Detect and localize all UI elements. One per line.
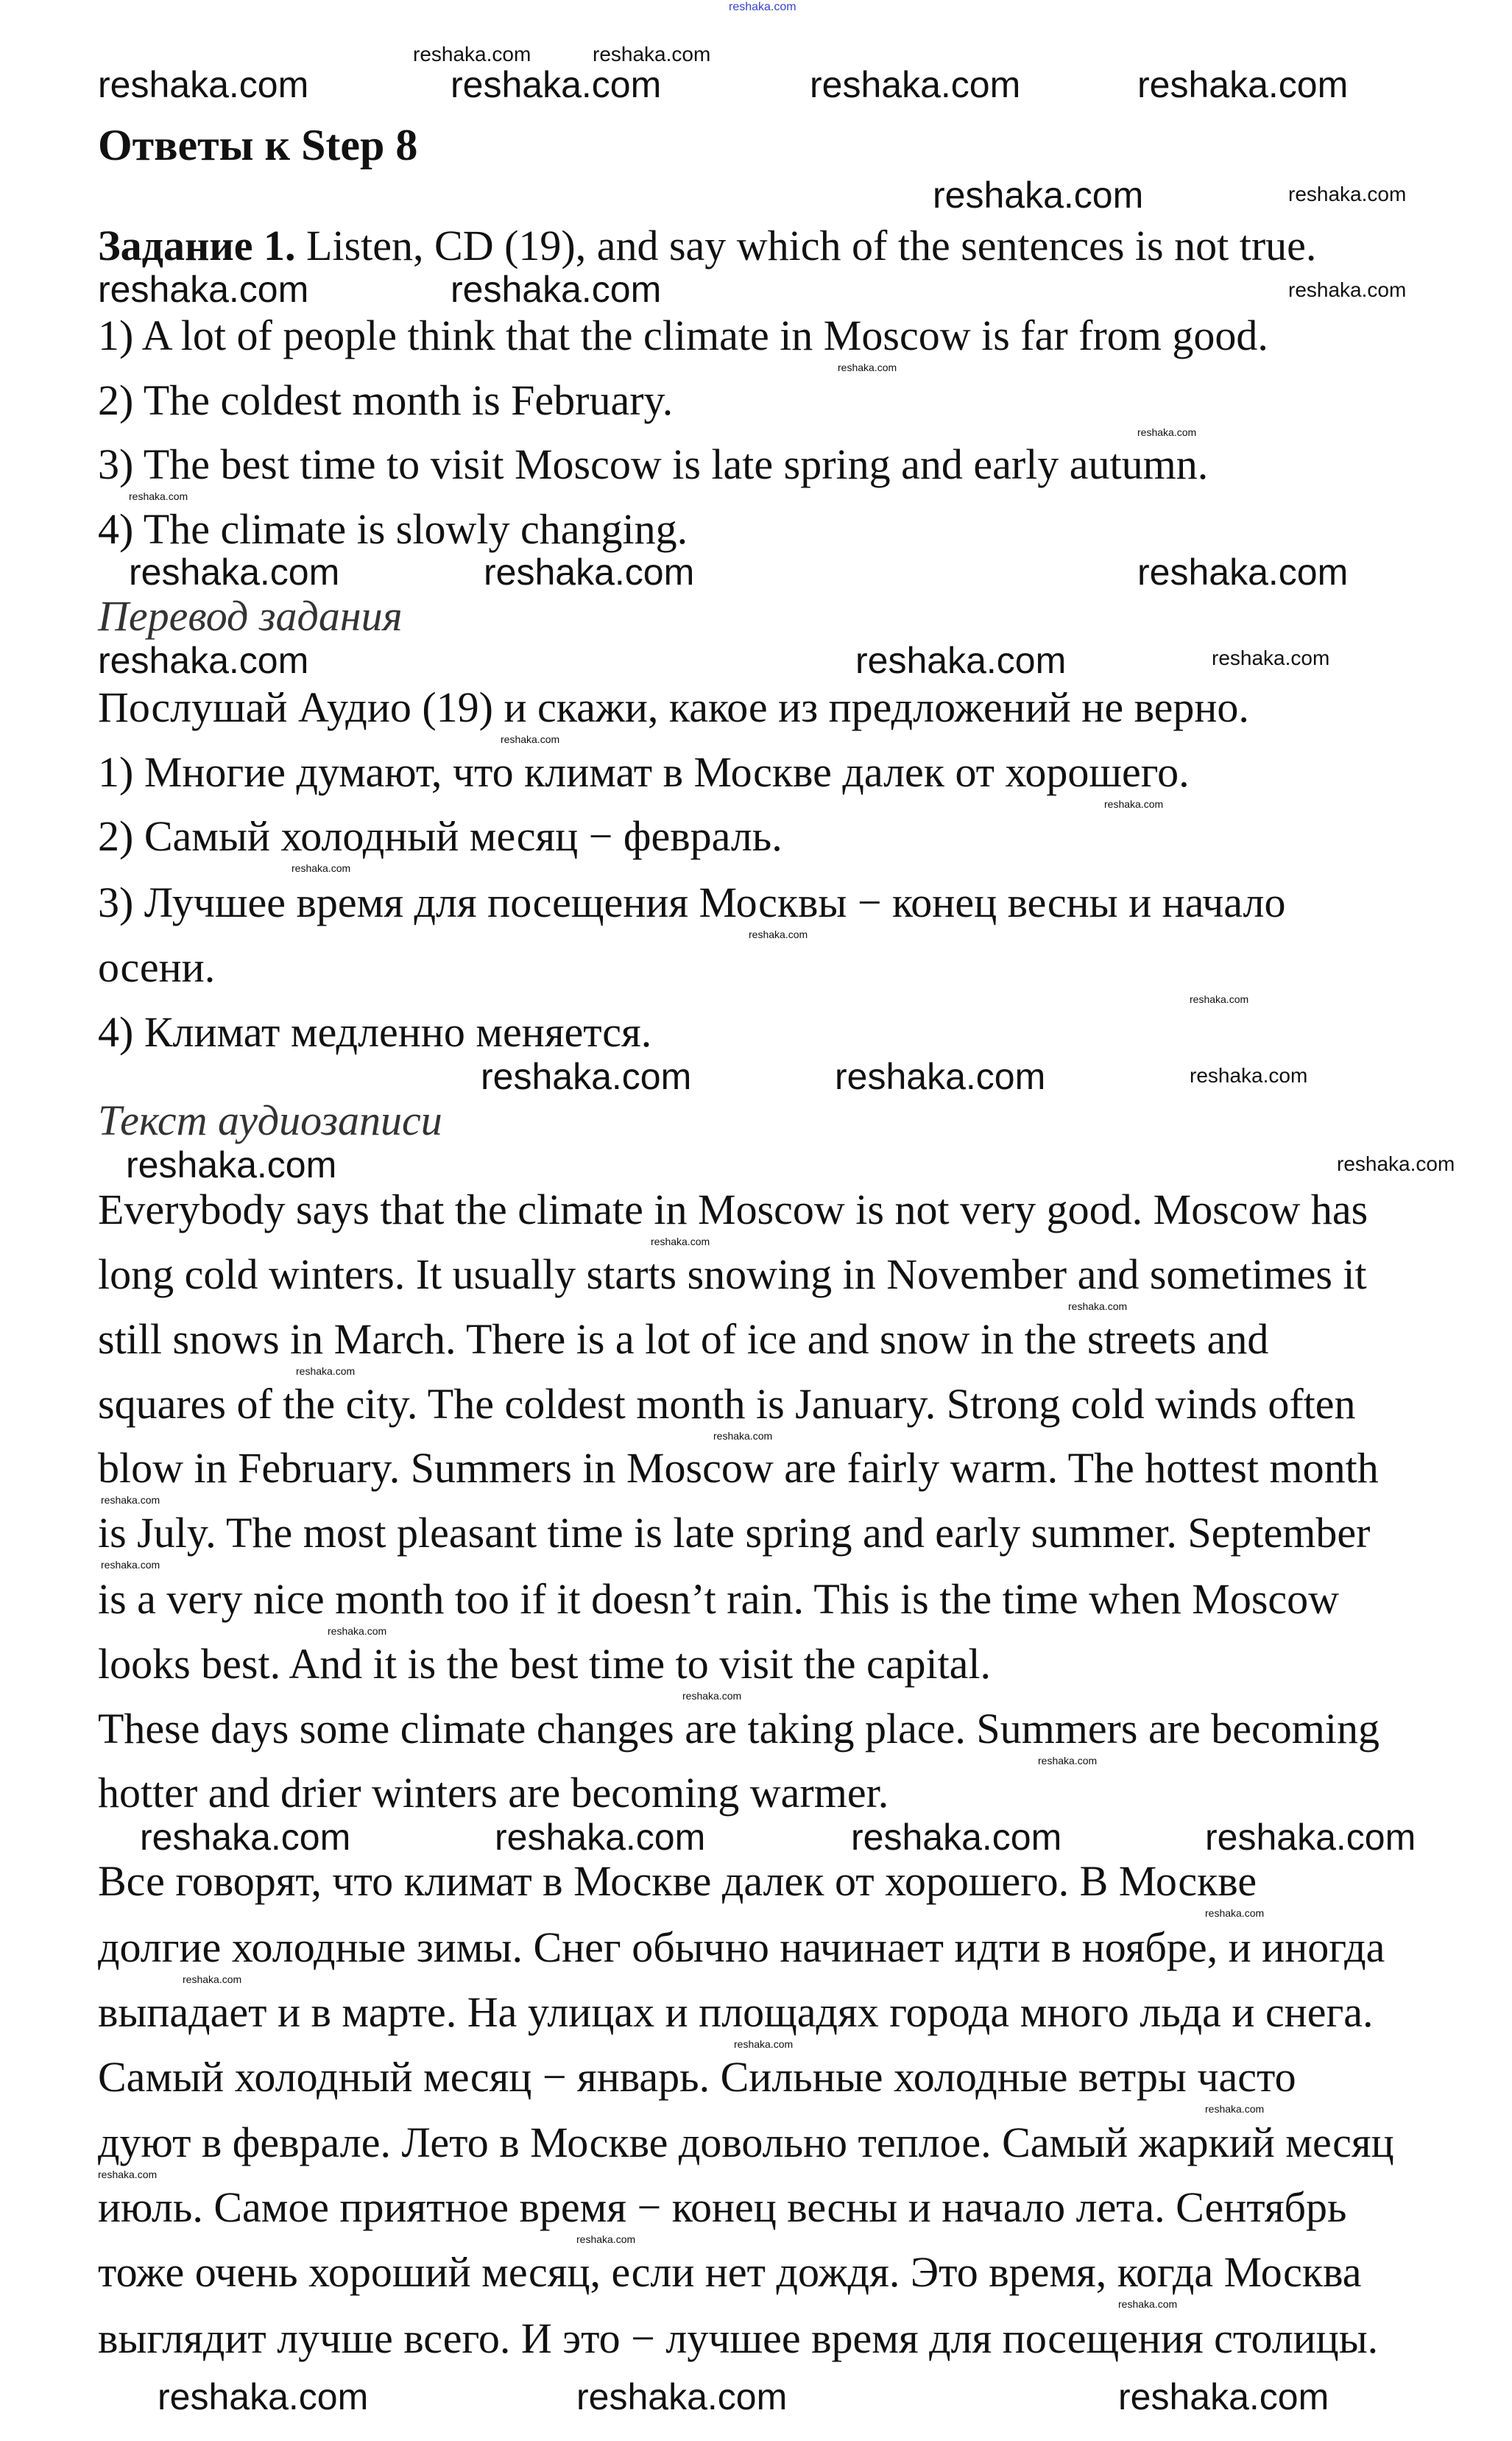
watermark: reshaka.com	[101, 1494, 160, 1506]
watermark: reshaka.com	[1205, 1907, 1265, 1919]
watermark: reshaka.com	[126, 1144, 337, 1186]
watermark: reshaka.com	[1137, 552, 1349, 593]
watermark: reshaka.com	[1137, 64, 1349, 105]
watermark: reshaka.com	[98, 269, 309, 310]
header-watermark: reshaka.com	[729, 1, 796, 13]
transcript-ru-line: дуют в феврале. Лето в Москве довольно теплое. Самый жаркий месяц	[98, 2118, 1394, 2166]
watermark: reshaka.com	[1205, 2103, 1265, 2115]
watermark: reshaka.com	[713, 1430, 773, 1442]
transcript-ru-line: июль. Самое приятное время − конец весны и начало лета. Сентябрь	[98, 2183, 1347, 2231]
translation-line: 3) Лучшее время для посещения Москвы − конец весны и начало	[98, 878, 1286, 926]
watermark: reshaka.com	[1212, 647, 1330, 669]
transcript-ru-line: долгие холодные зимы. Снег обычно начинает идти в ноябре, и иногда	[98, 1923, 1385, 1971]
transcript-ru-line: Все говорят, что климат в Москве далек от хорошего. В Москве	[98, 1857, 1257, 1905]
watermark: reshaka.com	[1068, 1300, 1128, 1312]
task-text: Listen, CD (19), and say which of the sentences is not true.	[295, 222, 1317, 270]
transcript-en-line: is a very nice month too if it doesn’t rain. This is the time when Moscow	[98, 1575, 1340, 1623]
watermark: reshaka.com	[129, 552, 340, 593]
watermark: reshaka.com	[749, 929, 808, 940]
watermark: reshaka.com	[1038, 1755, 1098, 1767]
watermark: reshaka.com	[481, 1056, 692, 1097]
watermark: reshaka.com	[484, 552, 695, 593]
watermark: reshaka.com	[1137, 426, 1197, 438]
translation-line: 1) Многие думают, что климат в Москве далек от хорошего.	[98, 748, 1190, 796]
transcript-en-line: Everybody says that the climate in Moscow is not very good. Moscow has	[98, 1186, 1368, 1233]
watermark: reshaka.com	[98, 640, 309, 681]
page-title: Ответы к Step 8	[98, 121, 418, 169]
transcript-heading: Текст аудиозаписи	[98, 1096, 442, 1144]
statement: 1) A lot of people think that the climate in Moscow is far from good.	[98, 311, 1268, 359]
translation-line: 4) Климат медленно меняется.	[98, 1008, 652, 1056]
watermark: reshaka.com	[810, 64, 1021, 105]
watermark: reshaka.com	[734, 2038, 794, 2050]
transcript-en-line: blow in February. Summers in Moscow are fairly warm. The hottest month	[98, 1444, 1379, 1492]
statement: 2) The coldest month is February.	[98, 376, 674, 424]
watermark: reshaka.com	[183, 1973, 242, 1985]
translation-line: осени.	[98, 943, 216, 991]
watermark: reshaka.com	[576, 2233, 636, 2245]
task-label: Задание 1.	[98, 222, 296, 270]
transcript-en-line: is July. The most pleasant time is late spring and early summer. September	[98, 1509, 1371, 1557]
transcript-ru-line: выглядит лучше всего. И это − лучшее время для посещения столицы.	[98, 2314, 1379, 2362]
watermark: reshaka.com	[101, 1559, 160, 1571]
watermark: reshaka.com	[576, 2376, 788, 2417]
watermark: reshaka.com	[98, 2169, 158, 2180]
watermark: reshaka.com	[682, 1690, 742, 1702]
watermark: reshaka.com	[1205, 1817, 1416, 1858]
statement: 4) The climate is slowly changing.	[98, 505, 688, 553]
transcript-ru-line: тоже очень хороший месяц, если нет дождя. Это время, когда Москва	[98, 2248, 1362, 2296]
watermark: reshaka.com	[1190, 993, 1249, 1005]
watermark: reshaka.com	[1190, 1064, 1308, 1087]
translation-line: 2) Самый холодный месяц − февраль.	[98, 812, 783, 860]
translation-heading: Перевод задания	[98, 592, 403, 640]
transcript-ru-line: выпадает и в марте. На улицах и площадях города много льда и снега.	[98, 1988, 1374, 2036]
watermark: reshaka.com	[451, 64, 662, 105]
watermark: reshaka.com	[1118, 2376, 1329, 2417]
watermark: reshaka.com	[140, 1817, 351, 1858]
watermark: reshaka.com	[1104, 798, 1164, 810]
watermark: reshaka.com	[292, 862, 351, 874]
transcript-en-line: hotter and drier winters are becoming warmer.	[98, 1769, 889, 1817]
transcript-en-line: looks best. And it is the best time to visit the capital.	[98, 1640, 992, 1688]
watermark: reshaka.com	[855, 640, 1067, 681]
watermark: reshaka.com	[158, 2376, 369, 2417]
watermark: reshaka.com	[328, 1625, 387, 1637]
watermark: reshaka.com	[651, 1236, 710, 1247]
watermark: reshaka.com	[129, 490, 188, 502]
watermark: reshaka.com	[98, 64, 309, 105]
watermark: reshaka.com	[838, 362, 897, 373]
statement: 3) The best time to visit Moscow is late spring and early autumn.	[98, 440, 1209, 488]
watermark: reshaka.com	[851, 1817, 1062, 1858]
transcript-en-line: long cold winters. It usually starts snowing in November and sometimes it	[98, 1250, 1367, 1298]
transcript-en-line: still snows in March. There is a lot of ice and snow in the streets and	[98, 1315, 1269, 1363]
watermark: reshaka.com	[1118, 2298, 1178, 2310]
translation-line: Послушай Аудио (19) и скажи, какое из предложений не верно.	[98, 683, 1249, 731]
watermark: reshaka.com	[451, 269, 662, 310]
watermark: reshaka.com	[296, 1365, 356, 1377]
task-line	[98, 224, 1316, 268]
watermark: reshaka.com	[501, 733, 560, 745]
transcript-en-line: These days some climate changes are taking place. Summers are becoming	[98, 1705, 1379, 1753]
watermark: reshaka.com	[1337, 1152, 1455, 1175]
watermark: reshaka.com	[495, 1817, 706, 1858]
watermark: reshaka.com	[1288, 183, 1407, 205]
transcript-ru-line: Самый холодный месяц − январь. Сильные холодные ветры часто	[98, 2053, 1296, 2101]
watermark: reshaka.com	[413, 43, 531, 66]
watermark: reshaka.com	[1288, 278, 1407, 301]
watermark: reshaka.com	[835, 1056, 1046, 1097]
transcript-en-line: squares of the city. The coldest month is January. Strong cold winds often	[98, 1380, 1356, 1428]
watermark: reshaka.com	[933, 175, 1144, 216]
watermark: reshaka.com	[593, 43, 711, 66]
